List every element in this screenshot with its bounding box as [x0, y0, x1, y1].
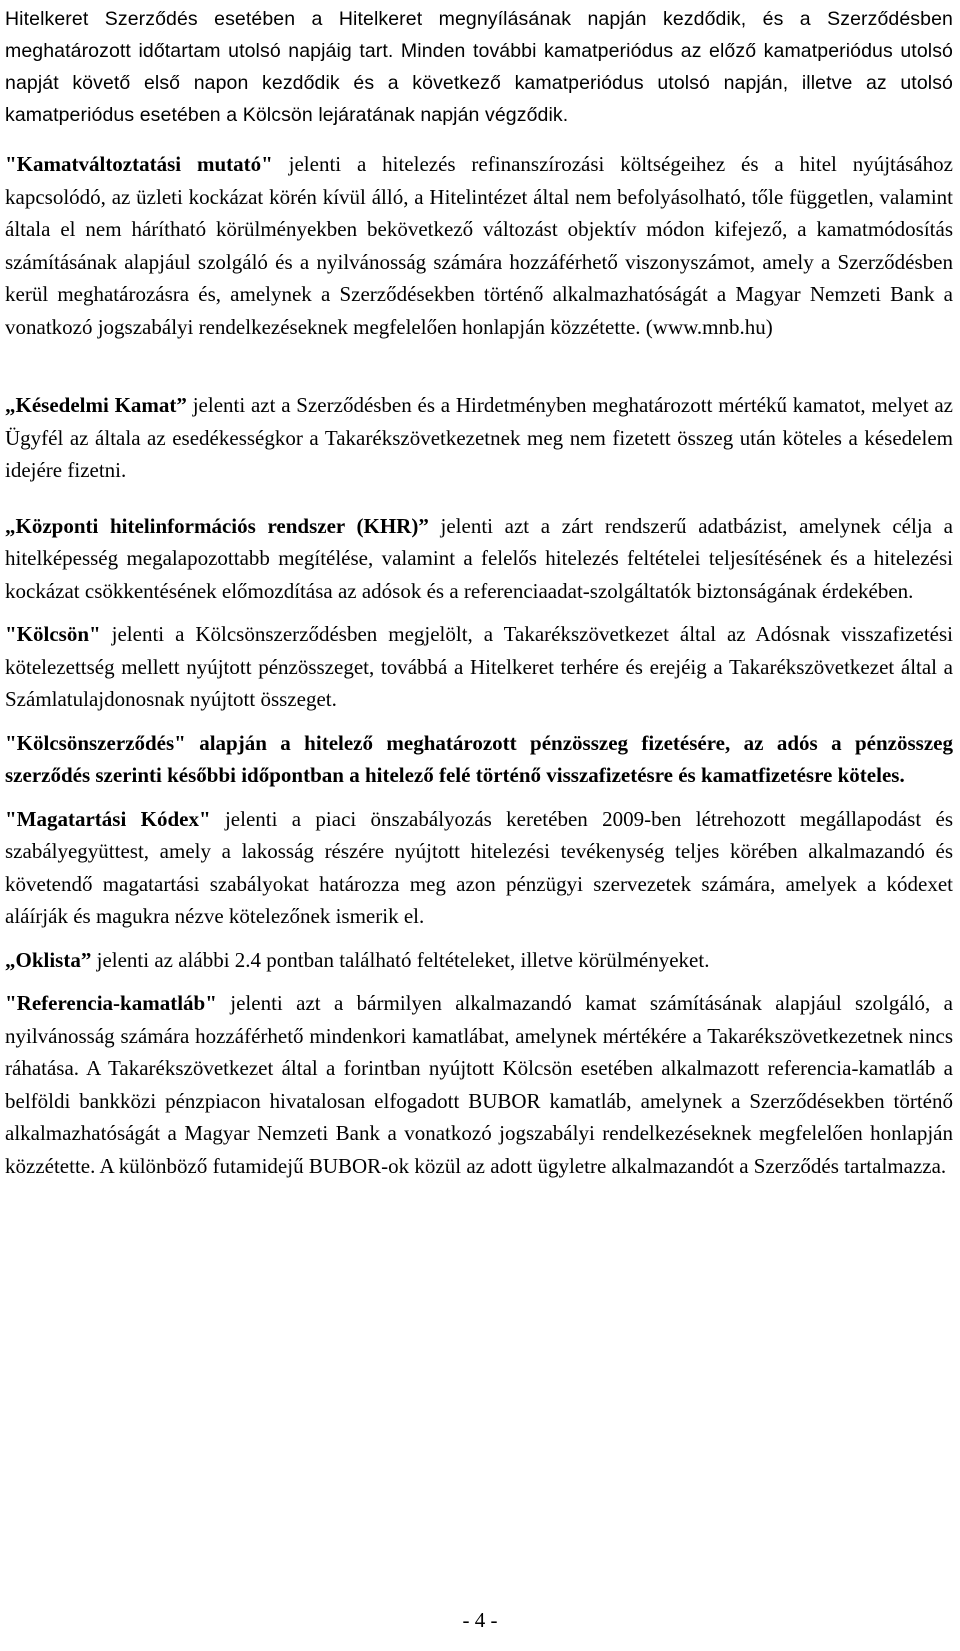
defined-term: "Kölcsön"	[5, 622, 101, 646]
definition-kozponti-hitelinformacios-rendszer	[5, 510, 953, 608]
definition-kolcsonszerzodes	[5, 727, 953, 792]
document-page	[5, 0, 953, 1182]
definition-text: jelenti azt a bármilyen alkalmazandó kamat számításának alapjául szolgáló, a nyilvánosság számára hozzáférhető mindenkori kamatlábat, amelynek mértékére a Takarékszövetkezetnek nincs ráhatása. A Takarékszövetkezet által a forintban nyújtott Kölcsön esetében alkalmazott referencia-kamatláb a belföldi bankközi pénzpiacon hivatalosan elfogadott BUBOR kamatláb, amelynek a Szerződésekben történő alkalmazhatóságát a Magyar Nemzeti Bank a vonatkozó jogszabályi rendelkezéseknek megfelelően honlapján közzétette. A különböző futamidejű BUBOR-ok közül az adott ügyletre alkalmazandót a Szerződés tartalmazza.	[5, 991, 953, 1178]
definition-kolcson	[5, 618, 953, 716]
definition-referencia-kamatlab	[5, 987, 953, 1182]
definition-kamatvaltoztatasi-mutato	[5, 148, 953, 343]
paragraph-kamatperiodus-continuation	[5, 3, 953, 131]
page-number: - 4 -	[462, 1608, 498, 1632]
definition-text: jelenti a piaci önszabályozás keretében 2009-ben létrehozott megállapodást és szabályegyüttest, amely a lakosság részére nyújtott hitelezési tevékenység teljes körében alkalmazandó és követendő magatartási szabályokat határozza meg azon pénzügyi szervezetek számára, amelyek a kódexet aláírják és magukra nézve kötelezőnek ismerik el.	[5, 806, 953, 928]
definition-text: jelenti azt a zárt rendszerű adatbázist, amelynek célja a hitelképesség megalapozottabb megítélése, valamint a felelős hitelezés feltételei teljesítésének és a hitelezési kockázat csökkentésének előmozdítása az adósok és a referenciaadat-szolgáltatók biztonságának érdekében.	[5, 513, 953, 603]
definition-kesedelmi-kamat	[5, 389, 953, 487]
definition-text: jelenti az alábbi 2.4 pontban található feltételeket, illetve körülményeket.	[91, 947, 710, 972]
paragraph-text: Hitelkeret Szerződés esetében a Hitelkeret megnyílásának napján kezdődik, és a Szerződésben meghatározott időtartam utolsó napjáig tart. Minden további kamatperiódus az előző kamatperiódus utolsó napját követő első napon kezdődik és a következő kamatperiódus utolsó napján, illetve az utolsó kamatperiódus esetében a Kölcsön lejáratának napján végződik.	[5, 8, 953, 126]
definition-text: jelenti azt a Szerződésben és a Hirdetményben meghatározott mértékű kamatot, melyet az Ügyfél az általa az esedékességkor a Takarékszövetkezetnek meg nem fizetett összeg után köteles a késedelem idejére fizetni.	[5, 393, 954, 482]
defined-term: „Késedelmi Kamat”	[5, 393, 187, 417]
defined-term: "Kamatváltoztatási mutató"	[5, 152, 273, 176]
defined-term: "Referencia-kamatláb"	[5, 991, 217, 1015]
definition-magatartasi-kodex	[5, 803, 953, 933]
definition-text: "Kölcsönszerződés" alapján a hitelező meghatározott pénzösszeg fizetésére, az adós a pénzösszeg szerződés szerinti későbbi időpontban a hitelező felé történő visszafizetésre és kamatfizetésre köteles.	[5, 730, 953, 787]
definition-oklista	[5, 944, 953, 977]
defined-term: „Központi hitelinformációs rendszer (KHR)”	[5, 513, 429, 538]
defined-term: „Oklista”	[5, 947, 92, 972]
definition-text: jelenti a hitelezés refinanszírozási költségeihez és a hitel nyújtásához kapcsolódó, az üzleti kockázat körén kívül álló, a Hitelintézet által nem befolyásolható, tőle független, valamint általa el nem hárítható körülményekben bekövetkező változást objektív módon kifejező, a kamatmódosítás számításának alapjául szolgáló és a nyilvánosság számára hozzáférhető viszonyszámot, amely a Szerződésben kerül meghatározásra és, amelynek a Szerződésekben történő alkalmazhatóságát a Magyar Nemzeti Bank a vonatkozó jogszabályi rendelkezéseknek megfelelően honlapján közzétette. (www.mnb.hu)	[5, 152, 953, 339]
defined-term: "Magatartási Kódex"	[5, 806, 211, 831]
definition-text: jelenti a Kölcsönszerződésben megjelölt, a Takarékszövetkezet által az Adósnak visszafizetési kötelezettség mellett nyújtott pénzösszeget, továbbá a Hitelkeret terhére és erejéig a Takarékszövetkezet által a Számlatulajdonosnak nyújtott összeget.	[5, 622, 953, 711]
